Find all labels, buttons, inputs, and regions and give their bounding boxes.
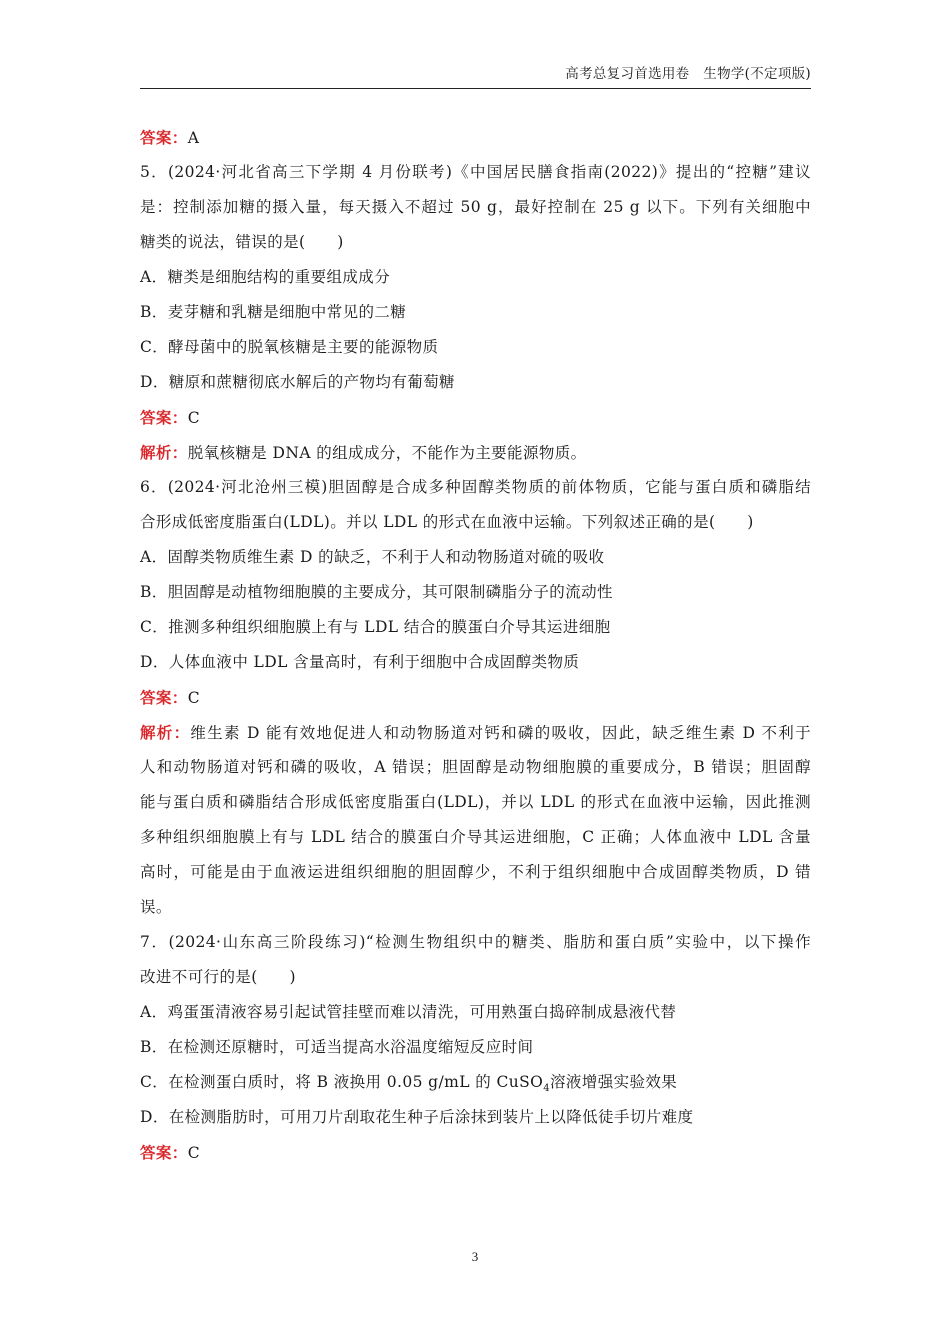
answer-label: 答案： (140, 688, 188, 707)
q7-option-c (140, 1065, 811, 1100)
option-c-text-end: 溶液增强实验效果 (550, 1073, 678, 1091)
option-c-text: C．在检测蛋白质时，将 B 液换用 0.05 g/mL 的 CuSO (140, 1073, 544, 1091)
q6-analysis-line: 能与蛋白质和磷脂结合形成低密度脂蛋白(LDL)，并以 LDL 的形式在血液中运输，因此推测 (140, 793, 811, 811)
q6-option-b: B．胆固醇是动植物细胞膜的主要成分，其可限制磷脂分子的流动性 (140, 583, 613, 601)
q6-option-d: D．人体血液中 LDL 含量高时，有利于细胞中合成固醇类物质 (140, 653, 580, 671)
analysis-label: 解析： (140, 723, 191, 742)
q6-analysis-line: 高时，可能是由于血液运进组织细胞的胆固醇少，不利于组织细胞中合成固醇类物质，D 错 (140, 863, 811, 881)
analysis-label: 解析： (140, 443, 188, 462)
answer-value: C (187, 409, 200, 427)
q5-option-c: C．酵母菌中的脱氧核糖是主要的能源物质 (140, 338, 439, 356)
answer-value: C (187, 689, 200, 707)
q6-analysis-line: 误。 (140, 898, 172, 916)
q4-answer (140, 120, 811, 155)
q7-stem-line: 7．(2024·山东高三阶段练习)“检测生物组织中的糖类、脂肪和蛋白质”实验中，以下操作 (140, 933, 811, 951)
answer-label: 答案： (140, 1143, 188, 1162)
analysis-text: 脱氧核糖是 DNA 的组成成分，不能作为主要能源物质。 (187, 444, 587, 462)
q5-stem-line: 是：控制添加糖的摄入量，每天摄入不超过 50 g，最好控制在 25 g 以下。下列有关细胞中 (140, 198, 811, 216)
q6-option-c: C．推测多种组织细胞膜上有与 LDL 结合的膜蛋白介导其运进细胞 (140, 618, 611, 636)
answer-label: 答案： (140, 128, 188, 147)
q6-option-a: A．固醇类物质维生素 D 的缺乏，不利于人和动物肠道对硫的吸收 (140, 548, 605, 566)
q5-option-a: A．糖类是细胞结构的重要组成成分 (140, 268, 391, 286)
answer-label: 答案： (140, 408, 188, 427)
q6-analysis-line: 多种组织细胞膜上有与 LDL 结合的膜蛋白介导其运进细胞，C 正确；人体血液中 LDL 含量 (140, 828, 811, 846)
q6-stem-line: 6．(2024·河北沧州三模)胆固醇是合成多种固醇类物质的前体物质，它能与蛋白质和磷脂结 (140, 478, 811, 496)
q7-option-a: A．鸡蛋蛋清液容易引起试管挂壁而难以清洗，可用熟蛋白捣碎制成悬液代替 (140, 1003, 677, 1021)
q5-analysis (140, 435, 811, 470)
q7-option-d: D．在检测脂肪时，可用刀片刮取花生种子后涂抹到装片上以降低徒手切片难度 (140, 1108, 694, 1126)
page-number: 3 (471, 1249, 479, 1264)
q5-stem-line: 5．(2024·河北省高三下学期 4 月份联考)《中国居民膳食指南(2022)》提出的“控糖”建议 (140, 163, 811, 181)
header-title: 高考总复习首选用卷 生物学(不定项版) (565, 66, 811, 82)
page-content (140, 120, 811, 1170)
q7-option-b: B．在检测还原糖时，可适当提高水浴温度缩短反应时间 (140, 1038, 534, 1056)
q5-option-d: D．糖原和蔗糖彻底水解后的产物均有葡萄糖 (140, 373, 455, 391)
q7-stem-line: 改进不可行的是( ) (140, 968, 296, 986)
page-header (140, 64, 811, 89)
q6-answer (140, 680, 811, 715)
q7-answer (140, 1135, 811, 1170)
q6-analysis-line: 人和动物肠道对钙和磷的吸收，A 错误；胆固醇是动物细胞膜的重要成分，B 错误；胆固醇 (140, 758, 811, 776)
answer-value: A (187, 129, 200, 147)
q6-analysis (140, 715, 811, 750)
q5-option-b: B．麦芽糖和乳糖是细胞中常见的二糖 (140, 303, 407, 321)
q5-stem-line: 糖类的说法，错误的是( ) (140, 233, 344, 251)
answer-value: C (187, 1144, 200, 1162)
q6-stem-line: 合形成低密度脂蛋白(LDL)。并以 LDL 的形式在血液中运输。下列叙述正确的是( ) (140, 513, 754, 531)
analysis-text: 维生素 D 能有效地促进人和动物肠道对钙和磷的吸收，因此，缺乏维生素 D 不利于 (190, 724, 811, 742)
q5-answer (140, 400, 811, 435)
option-c-subscript: 4 (543, 1083, 550, 1095)
